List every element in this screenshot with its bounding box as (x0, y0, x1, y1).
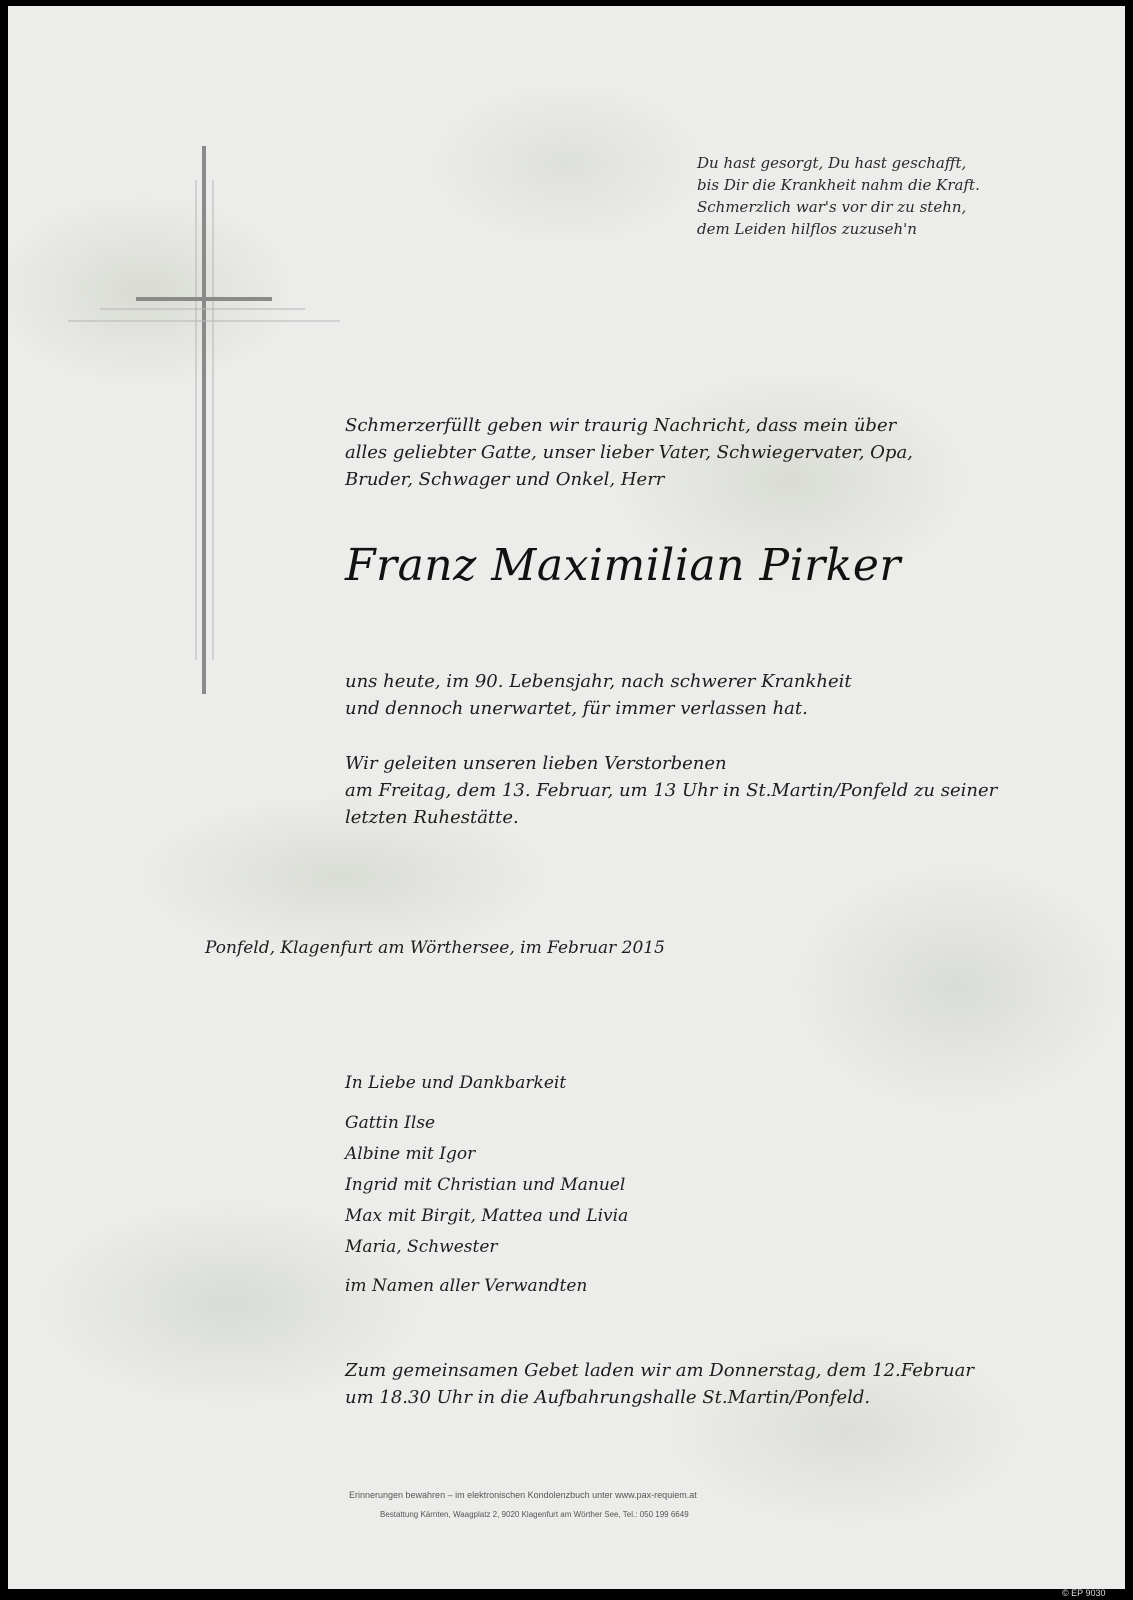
mourner-name: Max mit Birgit, Mattea und Livia (345, 1206, 629, 1226)
print-code: © EP 9030 (1062, 1588, 1106, 1598)
memorial-verse (697, 152, 980, 240)
funeral-line: am Freitag, dem 13. Februar, um 13 Uhr in St.Martin/Ponfeld zu seiner (345, 780, 998, 801)
intro-line: Schmerzerfüllt geben wir traurig Nachricht, dass mein über (345, 415, 897, 436)
passing-text (345, 668, 852, 722)
mourner-name: Ingrid mit Christian und Manuel (345, 1175, 626, 1195)
funeral-text (345, 750, 997, 831)
funeral-line: letzten Ruhestätte. (345, 807, 519, 828)
verse-line: bis Dir die Krankheit nahm die Kraft. (697, 176, 980, 194)
mourner-name: Albine mit Igor (345, 1144, 476, 1164)
verse-line: Du hast gesorgt, Du hast geschafft, (697, 154, 967, 172)
intro-line: Bruder, Schwager und Onkel, Herr (345, 469, 665, 490)
place-date: Ponfeld, Klagenfurt am Wörthersee, im Februar 2015 (205, 938, 665, 958)
prayer-line: Zum gemeinsamen Gebet laden wir am Donnerstag, dem 12.Februar (345, 1360, 974, 1381)
mourner-name: Gattin Ilse (345, 1113, 436, 1133)
mourners-list (345, 1108, 628, 1263)
deceased-name: Franz Maximilian Pirker (345, 540, 901, 591)
undertaker-footer: Bestattung Kärnten, Waagplatz 2, 9020 Klagenfurt am Wörther See, Tel.: 050 199 6649 (380, 1510, 689, 1519)
prayer-invitation (345, 1357, 974, 1411)
mourners-heading: In Liebe und Dankbarkeit (345, 1073, 567, 1093)
passing-line: uns heute, im 90. Lebensjahr, nach schwerer Krankheit (345, 671, 852, 692)
condolence-footer: Erinnerungen bewahren – im elektronischen Kondolenzbuch unter www.pax-requiem.at (349, 1490, 697, 1500)
verse-line: dem Leiden hilflos zuzuseh'n (697, 220, 917, 238)
passing-line: und dennoch unerwartet, für immer verlassen hat. (345, 698, 808, 719)
mourners-closing: im Namen aller Verwandten (345, 1276, 588, 1296)
intro-line: alles geliebter Gatte, unser lieber Vater, Schwiegervater, Opa, (345, 442, 913, 463)
announcement-intro (345, 412, 913, 493)
funeral-line: Wir geleiten unseren lieben Verstorbenen (345, 753, 727, 774)
prayer-line: um 18.30 Uhr in die Aufbahrungshalle St.Martin/Ponfeld. (345, 1387, 871, 1408)
mourner-name: Maria, Schwester (345, 1237, 498, 1257)
verse-line: Schmerzlich war's vor dir zu stehn, (697, 198, 967, 216)
